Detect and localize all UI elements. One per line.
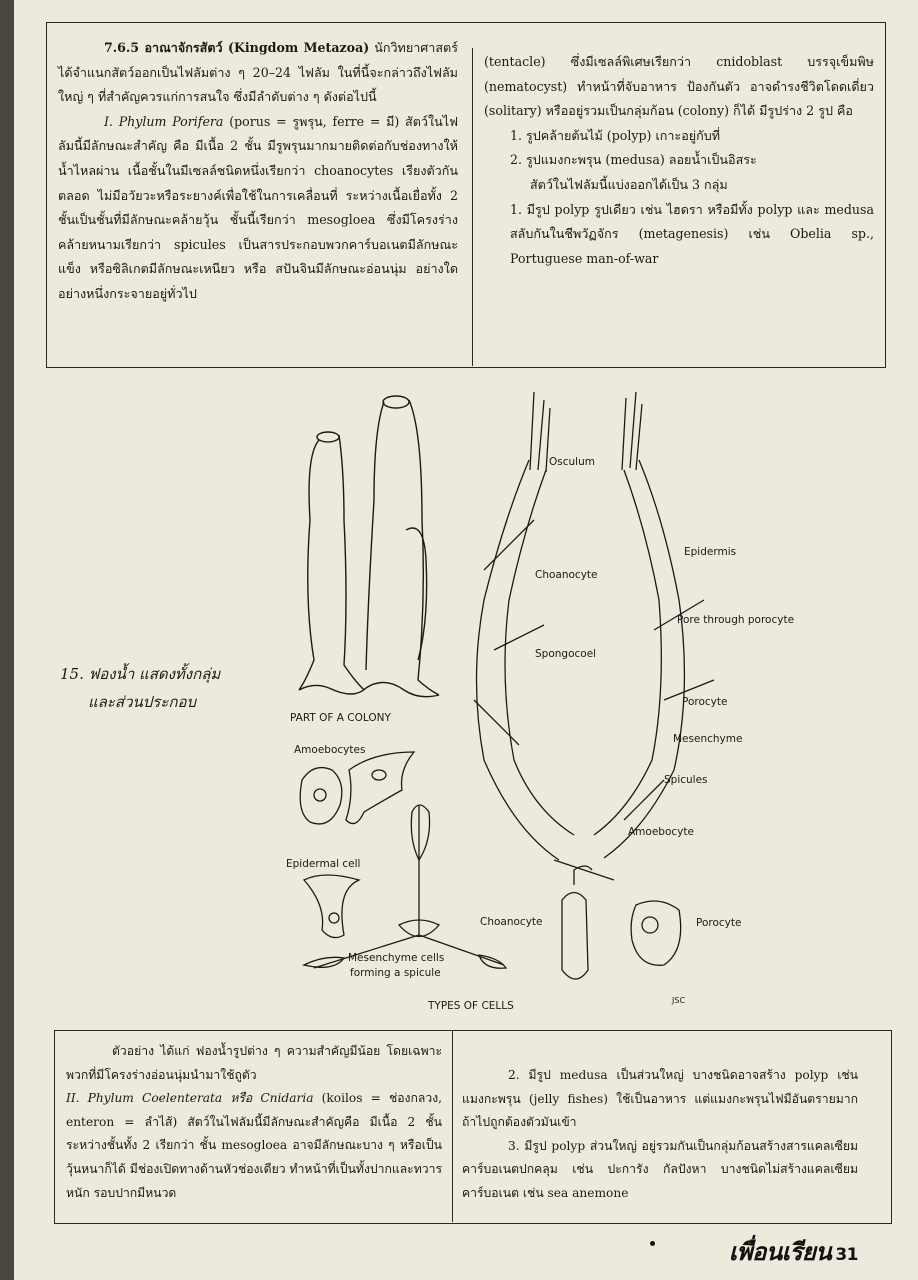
epidermal-cell	[304, 875, 359, 938]
choanocyte-single	[562, 893, 588, 980]
figure-caption	[60, 660, 220, 716]
colony-tube-right	[366, 400, 439, 695]
form-item-1: 1. รูปคล้ายต้นไม้ (polyp) เกาะอยู่กับที่	[510, 127, 721, 143]
label-epidermis: Epidermis	[684, 546, 737, 558]
footer-brand	[729, 1232, 858, 1271]
bottom-column-divider	[452, 1030, 453, 1222]
coelenterata-title: II. Phylum Coelenterata หรือ Cnidaria	[66, 1091, 314, 1106]
amoebocyte-cell-1	[300, 768, 342, 824]
kingdom-intro-text: นักวิทยาศาสตร์ได้จำแนกสัตว์ออกเป็นไฟลัมต่าง ๆ 20–24 ไฟลัม ในที่นี้จะกล่าวถึงไฟลัมใหญ่ ๆ ที่สำคัญควรแก่การสนใจ ซึ่งมีลำดับต่าง ๆ ดังต่อไปนี้	[58, 40, 458, 105]
porocyte-pore	[642, 917, 658, 933]
page	[14, 0, 918, 1280]
cnidaria-continued: (tentacle) ซึ่งมีเซลล์พิเศษเรียกว่า cnidoblast บรรจุเข็มพิษ (nematocyst) ทำหน้าที่จับอาหาร ป้องกันตัว อาจดำรงชีวิตโดดเดี่ยว (solitary) หรืออยู่รวมเป็นกลุ่มก้อน (colony) ก็ได้ มีรูปร่าง 2 รูป คือ	[484, 54, 874, 119]
bottom-right-column	[462, 1064, 858, 1206]
label-amoebocytes: Amoebocytes	[294, 744, 366, 756]
wall-right-outer	[604, 460, 684, 858]
colony-tube-left	[299, 435, 364, 690]
label-choanocyte-top: Choanocyte	[535, 569, 598, 581]
label-initials: JSC	[672, 996, 686, 1005]
mesenchyme-cell-left	[304, 957, 344, 967]
label-porocyte-mid: Porocyte	[682, 696, 728, 708]
colony-osculum-right	[383, 396, 409, 408]
amoebocyte-nucleus-2	[372, 770, 386, 780]
porifera-title: I. Phylum Porifera	[104, 113, 224, 129]
colony-base	[299, 682, 439, 696]
group-3: 3. มีรูป polyp ส่วนใหญ่ อยู่รวมกันเป็นกลุ่มก้อนสร้างสารแคลเซียมคาร์บอเนตปกคลุม เช่น ปะการัง กัลปังหา บางชนิดไม่สร้างแคลเซียมคาร์บอเนต เช่น sea anemone	[462, 1138, 858, 1200]
label-epidermal-cell: Epidermal cell	[286, 858, 361, 870]
label-types-of-cells: TYPES OF CELLS	[428, 1000, 514, 1012]
choanocyte-flagellum	[574, 866, 592, 885]
label-amoebocyte: Amoebocyte	[628, 826, 694, 838]
sponge-examples: ตัวอย่าง ได้แก่ ฟองน้ำรูปต่าง ๆ ความสำคัญมีน้อย โดยเฉพาะพวกที่มีโครงร่างอ่อนนุ่มนำมาใช้ถูตัว	[66, 1044, 442, 1082]
label-spicules: Spicules	[664, 774, 708, 786]
label-mesenchyme: Mesenchyme	[673, 733, 743, 745]
page-number: 31	[835, 1245, 858, 1265]
label-choanocyte-cell: Choanocyte	[480, 916, 543, 928]
label-mesenchyme-2: forming a spicule	[350, 967, 441, 979]
label-colony: PART OF A COLONY	[290, 712, 391, 724]
osculum-spikes-left	[530, 392, 550, 472]
caption-line-2: และส่วนประกอบ	[88, 693, 196, 711]
wall-right-inner	[594, 470, 661, 835]
label-osculum: Osculum	[549, 456, 595, 468]
colony-osculum-left	[317, 432, 339, 442]
bottom-left-column	[66, 1040, 442, 1205]
coelenterata-text: (koilos = ช่องกลวง, enteron = ลำไส้) สัตว์ในไฟลัมนี้มีลักษณะสำคัญคือ มีเนื้อ 2 ชั้น ระหว่างชั้นทั้ง 2 เรียกว่า ชั้น mesogloea อาจมีลักษณะบาง ๆ หรือเป็นวุ้นหนาก็ได้ มีช่องเปิดทางด้านหัวช่องเดียว ทำหน้าที่เป็นทั้งปากและทวารหนัก รอบปากมีหนวด	[66, 1091, 443, 1200]
wall-left-outer	[477, 460, 560, 860]
form-item-2: 2. รูปแมงกะพรุน (medusa) ลอยน้ำเป็นอิสระ	[510, 152, 757, 168]
amoebocyte-nucleus-1	[314, 789, 326, 801]
epidermal-nucleus	[329, 913, 339, 923]
coelenterata-paragraph	[66, 1087, 442, 1205]
mesenchyme-cell-top	[411, 805, 429, 860]
group-2: 2. มีรูป medusa เป็นส่วนใหญ่ บางชนิดอาจสร้าง polyp เช่น แมงกะพรุน (jelly fishes) ใช้เป็นอาหาร แต่แมงกะพรุนไฟมีอันตรายมาก ถ้าไปถูกต้องตัวมันเข้า	[462, 1068, 858, 1130]
label-porocyte-cell: Porocyte	[696, 917, 742, 929]
kingdom-heading: 7.6.5 อาณาจักรสัตว์ (Kingdom Metazoa)	[104, 40, 370, 55]
amoebocyte-cell-2	[346, 752, 414, 824]
brand-name: เพื่อนเรียน	[728, 1238, 832, 1266]
osculum-spikes-right	[622, 392, 642, 470]
porifera-text: (porus = รูพรุน, ferre = มี) สัตว์ในไฟลัมนี้มีลักษณะสำคัญ คือ มีเนื้อ 2 ชั้น มีรูพรุนมากมายติดต่อกับช่องทางให้น้ำไหลผ่าน เนื้อชั้นในมีเซลล์ชนิดหนึ่งเรียกว่า choanocytes เรียงตัวกันตลอด ไม่มีอวัยวะหรือระยางค์เพื่อใช้ในการเคลื่อนที่ ระหว่างเนื้อเยื่อทั้ง 2 ชั้นเป็นชั้นที่มีลักษณะคล้ายวุ้น ชั้นนี้เรียกว่า mesogloea ซึ่งมีโครงร่างคล้ายหนามเรียกว่า spicules เป็นสารประกอบพวกคาร์บอเนตมีลักษณะแข็ง หรือซิลิเกตมีลักษณะเหนียว หรือ สปันจินมีลักษณะอ่อนนุ่ม อย่างใดอย่างหนึ่งกระจายอยู่ทั่วไป	[58, 113, 459, 301]
groups-intro: สัตว์ในไฟลัมนี้แบ่งออกได้เป็น 3 กลุ่ม	[530, 176, 728, 192]
sponge-figure	[14, 0, 918, 1030]
label-spongocoel: Spongocoel	[535, 648, 597, 660]
footer-bullet	[650, 1241, 655, 1246]
group-1: 1. มีรูป polyp รูปเดียว เช่น ไฮดรา หรือมีทั้ง polyp และ medusa สลับกันในชีพวัฏจักร (metagenesis) เช่น Obelia sp., Portuguese man-of-war	[510, 201, 874, 266]
label-pore: Pore through porocyte	[677, 614, 795, 626]
label-mesenchyme-1: Mesenchyme cells	[348, 952, 445, 964]
porocyte-single	[631, 901, 681, 965]
caption-line-1: 15. ฟองน้ำ แสดงทั้งกลุ่ม	[60, 665, 221, 683]
